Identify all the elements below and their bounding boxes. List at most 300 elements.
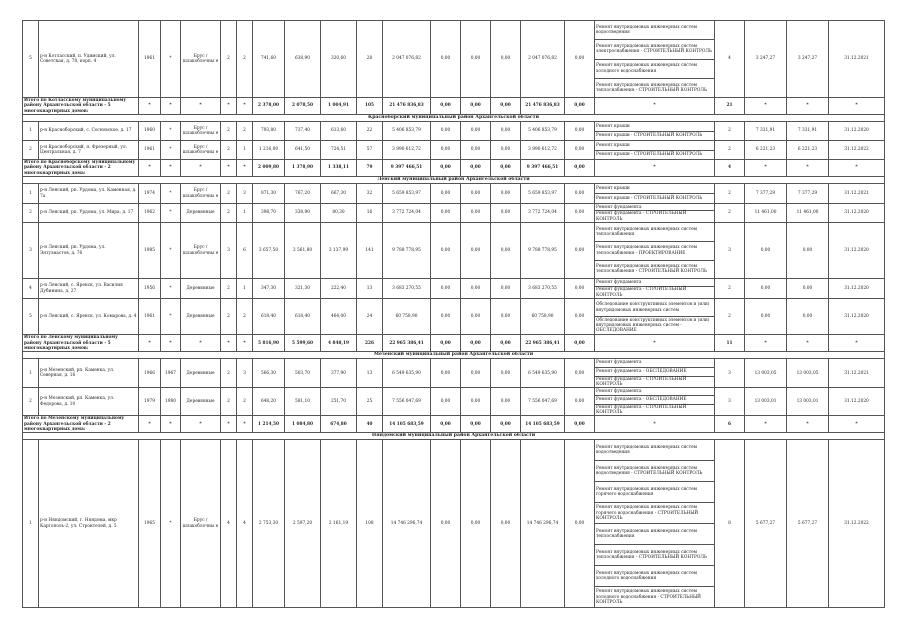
residents-cell: 13 — [357, 279, 383, 299]
entrances-cell: 2 — [237, 299, 253, 335]
total-area-cell: 2 009,80 — [253, 160, 285, 177]
total-cost-cell: 14 746 296,74 — [383, 440, 431, 608]
regional-budget-cell: 0,00 — [461, 122, 491, 141]
total-area-cell: 1 214,50 — [253, 416, 285, 433]
entrances-cell: 1 — [237, 279, 253, 299]
works-list — [595, 299, 714, 334]
owners-funds-cell: 6 549 635,90 — [521, 359, 565, 388]
row-number-cell: 5 — [23, 299, 39, 335]
max-unit-cost-cell: 0,00 — [787, 223, 829, 279]
regional-budget-cell: 0,00 — [461, 335, 491, 352]
municipal-budget-cell: 0,00 — [491, 279, 521, 299]
works-type-cell — [595, 122, 715, 141]
other-funds-cell: 0,00 — [565, 223, 595, 279]
work-item: Обследование конструктивных элементов и (или) внутридомовых инженерных систем - ОБСЛЕДОВАНИЕ — [596, 317, 710, 334]
entrances-cell: * — [237, 335, 253, 352]
entrances-cell: 6 — [237, 223, 253, 279]
year-reconstruction-cell: 1980 — [161, 388, 181, 416]
unit-cost-cell: 3 247,27 — [745, 21, 787, 98]
unit-cost-cell: * — [745, 416, 787, 433]
total-cost-cell: 14 105 683,59 — [383, 416, 431, 433]
year-built-cell: * — [139, 98, 161, 115]
year-reconstruction-cell: * — [161, 279, 181, 299]
work-item: Ремонт внутридомовых инженерных систем водоотведения - СТРОИТЕЛЬНЫЙ КОНТРОЛЬ — [595, 461, 714, 482]
work-item: Ремонт внутридомовых инженерных систем холодного водоснабжения — [595, 60, 714, 79]
year-built-cell: * — [139, 160, 161, 177]
owners-funds-cell: 60 758,90 — [521, 299, 565, 335]
municipal-budget-cell: 0,00 — [491, 122, 521, 141]
total-area-cell: 398,70 — [253, 204, 285, 223]
year-built-cell: 1961 — [139, 141, 161, 160]
living-area-cell: 638,90 — [285, 21, 321, 98]
unit-cost-cell: 0,00 — [745, 279, 787, 299]
completion-date-cell: 31.12.2020 — [829, 204, 885, 223]
work-item: Ремонт крыши — [595, 141, 714, 151]
table-row — [23, 279, 885, 299]
floors-cell: 2 — [221, 122, 237, 141]
entrances-cell: 1 — [237, 204, 253, 223]
district-total-label: Итого по Мезенскому муниципальному району Архангельской области - 2 многоквартирных дома: — [23, 416, 139, 433]
floors-cell: 2 — [221, 359, 237, 388]
municipal-budget-cell: 0,00 — [491, 335, 521, 352]
works-type-cell: * — [595, 98, 715, 115]
works-type-cell — [595, 184, 715, 204]
living-area-cell: 503,70 — [285, 359, 321, 388]
table-row — [23, 388, 885, 416]
municipal-budget-cell: 0,00 — [491, 141, 521, 160]
work-item: Ремонт крыши — [595, 122, 714, 132]
work-item: Ремонт крыши — [595, 184, 714, 194]
total-cost-cell: 7 556 047,69 — [383, 388, 431, 416]
owners-funds-cell: 3 772 724,04 — [521, 204, 565, 223]
wall-material-cell: Деревянные — [181, 299, 221, 335]
district-section-title: Красноборский муниципальный район Архангельской области — [23, 115, 885, 122]
district-total-row — [23, 416, 885, 433]
residents-cell: 105 — [357, 98, 383, 115]
district-section-row — [23, 352, 885, 359]
max-unit-cost-cell: * — [787, 416, 829, 433]
district-total-row — [23, 160, 885, 177]
regional-budget-cell: 0,00 — [461, 359, 491, 388]
year-reconstruction-cell: * — [161, 440, 181, 608]
wall-material-cell: Брус / шлакоблочны е — [181, 440, 221, 608]
completion-date-cell: 31.12.2022 — [829, 141, 885, 160]
year-built-cell: 1962 — [139, 204, 161, 223]
residents-cell: 28 — [357, 21, 383, 98]
unit-cost-cell: 7 331,91 — [745, 122, 787, 141]
works-count-cell: 2 — [715, 204, 745, 223]
total-cost-cell: 5 659 853,97 — [383, 184, 431, 204]
residential-area-cell: 3 137,99 — [321, 223, 357, 279]
completion-date-cell: * — [829, 416, 885, 433]
completion-date-cell: 31.12.2020 — [829, 223, 885, 279]
federal-fund-cell: 0,00 — [431, 359, 461, 388]
completion-date-cell: * — [829, 98, 885, 115]
max-unit-cost-cell: 6 221,23 — [787, 141, 829, 160]
district-total-label: Итого по Ленскому муниципальному району Архангельской области - 5 многоквартирных домов: — [23, 335, 139, 352]
work-item: Ремонт внутридомовых инженерных систем горячего водоснабжения - СТРОИТЕЛЬНЫЙ КОНТРОЛЬ — [595, 503, 714, 524]
residential-area-cell: 320,60 — [321, 21, 357, 98]
residents-cell: 24 — [357, 299, 383, 335]
floors-cell: 2 — [221, 279, 237, 299]
other-funds-cell: 0,00 — [565, 204, 595, 223]
floors-cell: 2 — [221, 204, 237, 223]
works-count-cell: 2 — [715, 122, 745, 141]
federal-fund-cell: 0,00 — [431, 141, 461, 160]
entrances-cell: 1 — [237, 141, 253, 160]
owners-funds-cell: 14 105 683,59 — [521, 416, 565, 433]
floors-cell: * — [221, 335, 237, 352]
total-area-cell: 2 378,00 — [253, 98, 285, 115]
work-item: Ремонт внутридомовых инженерных систем водоотведения — [595, 21, 714, 40]
residents-cell: 40 — [357, 416, 383, 433]
max-unit-cost-cell: 13 003,05 — [787, 359, 829, 388]
total-area-cell: 1 216,00 — [253, 141, 285, 160]
work-item: Ремонт внутридомовых инженерных систем теплоснабжения - СТРОИТЕЛЬНЫЙ КОНТРОЛЬ — [596, 82, 707, 93]
year-built-cell: 1979 — [139, 388, 161, 416]
entrances-cell: 2 — [237, 21, 253, 98]
max-unit-cost-cell: 7 377,29 — [787, 184, 829, 204]
table-row — [23, 21, 885, 98]
municipal-budget-cell: 0,00 — [491, 440, 521, 608]
work-item: Ремонт фундамента — [595, 359, 714, 368]
row-number-cell: 1 — [23, 359, 39, 388]
wall-material-cell: Брус / шлакоблочны е — [181, 184, 221, 204]
unit-cost-cell: 13 003,01 — [745, 388, 787, 416]
total-cost-cell: 60 758,90 — [383, 299, 431, 335]
other-funds-cell: 0,00 — [565, 98, 595, 115]
works-list — [595, 184, 714, 203]
works-type-cell — [595, 204, 715, 223]
max-unit-cost-cell: 5 677,27 — [787, 440, 829, 608]
address-cell: р-н Мезенский, рп. Каменка, ул. Федорова, д. 10 — [39, 388, 139, 416]
district-total-label: Итого по Красноборскому муниципальному району Архангельской области - 2 многоквартирных дома: — [23, 160, 139, 177]
work-item: Ремонт крыши - СТРОИТЕЛЬНЫЙ КОНТРОЛЬ — [596, 133, 703, 139]
max-unit-cost-cell: 13 003,01 — [787, 388, 829, 416]
work-item: Ремонт фундамента - СТРОИТЕЛЬНЫЙ КОНТРОЛЬ — [596, 404, 687, 415]
floors-cell: 3 — [221, 223, 237, 279]
municipal-budget-cell: 0,00 — [491, 223, 521, 279]
regional-budget-cell: 0,00 — [461, 204, 491, 223]
work-item: Ремонт фундамента - ОБСЛЕДОВАНИЕ — [595, 368, 714, 377]
federal-fund-cell: 0,00 — [431, 440, 461, 608]
works-type-cell — [595, 141, 715, 160]
wall-material-cell: * — [181, 160, 221, 177]
completion-date-cell: * — [829, 335, 885, 352]
other-funds-cell: 0,00 — [565, 21, 595, 98]
residents-cell: 57 — [357, 141, 383, 160]
year-reconstruction-cell: * — [161, 98, 181, 115]
year-built-cell: * — [139, 335, 161, 352]
living-area-cell: 581,10 — [285, 388, 321, 416]
unit-cost-cell: 7 377,29 — [745, 184, 787, 204]
completion-date-cell: 31.12.2020 — [829, 122, 885, 141]
federal-fund-cell: 0,00 — [431, 335, 461, 352]
work-item: Ремонт фундамента — [595, 204, 714, 211]
unit-cost-cell: 5 677,27 — [745, 440, 787, 608]
owners-funds-cell: 9 397 466,51 — [521, 160, 565, 177]
work-item: Ремонт фундамента — [595, 388, 714, 396]
wall-material-cell: Деревянные — [181, 279, 221, 299]
year-built-cell: 1966 — [139, 359, 161, 388]
year-built-cell: 1985 — [139, 223, 161, 279]
residential-area-cell: 4 848,19 — [321, 335, 357, 352]
residential-area-cell: 724,51 — [321, 141, 357, 160]
municipal-budget-cell: 0,00 — [491, 416, 521, 433]
works-type-cell — [595, 223, 715, 279]
wall-material-cell: * — [181, 335, 221, 352]
table-row — [23, 299, 885, 335]
other-funds-cell: 0,00 — [565, 299, 595, 335]
unit-cost-cell: 6 221,23 — [745, 141, 787, 160]
residents-cell: 25 — [357, 388, 383, 416]
living-area-cell: 1 084,80 — [285, 416, 321, 433]
address-cell: р-н Ленский, рп. Урдома, ул. Энтузиастов, д. 76 — [39, 223, 139, 279]
year-reconstruction-cell: 1967 — [161, 359, 181, 388]
year-reconstruction-cell: * — [161, 141, 181, 160]
wall-material-cell: Брус / шлакоблочны е — [181, 141, 221, 160]
address-cell: р-н Мезенский, рп. Каменка, ул. Северная, д. 16 — [39, 359, 139, 388]
district-section-title: Няндомский муниципальный район Архангельской области — [23, 433, 885, 440]
row-number-cell: 4 — [23, 279, 39, 299]
work-item: Ремонт внутридомовых инженерных систем электроснабжения - СТРОИТЕЛЬНЫЙ КОНТРОЛЬ — [595, 40, 714, 59]
work-item: Ремонт внутридомовых инженерных систем теплоснабжения - СТРОИТЕЛЬНЫЙ КОНТРОЛЬ — [595, 545, 714, 566]
work-item: Ремонт внутридомовых инженерных систем холодного водоснабжения — [595, 566, 714, 587]
table-row — [23, 122, 885, 141]
living-area-cell: 1 378,90 — [285, 160, 321, 177]
total-area-cell: 2 753,30 — [253, 440, 285, 608]
municipal-budget-cell: 0,00 — [491, 21, 521, 98]
municipal-budget-cell: 0,00 — [491, 359, 521, 388]
total-area-cell: 741,60 — [253, 21, 285, 98]
works-type-cell: * — [595, 416, 715, 433]
work-item: Ремонт фундамента - СТРОИТЕЛЬНЫЙ КОНТРОЛЬ — [596, 376, 687, 387]
works-list — [595, 359, 714, 387]
address-cell: р-н Няндомский, г. Няндома, мкр Каргополь-2, ул. Строителей, д. 5 — [39, 440, 139, 608]
works-type-cell — [595, 279, 715, 299]
regional-budget-cell: 0,00 — [461, 141, 491, 160]
district-total-row — [23, 98, 885, 115]
max-unit-cost-cell: * — [787, 98, 829, 115]
works-type-cell — [595, 440, 715, 608]
year-reconstruction-cell: * — [161, 416, 181, 433]
wall-material-cell: Брус / шлакоблочны е — [181, 21, 221, 98]
entrances-cell: 3 — [237, 359, 253, 388]
work-item: Ремонт внутридомовых инженерных систем теплоснабжения - ПРОЕКТИРОВАНИЕ — [595, 242, 714, 261]
regional-budget-cell: 0,00 — [461, 184, 491, 204]
year-built-cell: 1974 — [139, 184, 161, 204]
other-funds-cell: 0,00 — [565, 359, 595, 388]
capital-repair-table — [22, 20, 885, 608]
works-list — [595, 279, 714, 298]
entrances-cell: 2 — [237, 122, 253, 141]
work-item: Ремонт внутридомовых инженерных систем теплоснабжения — [595, 524, 714, 545]
federal-fund-cell: 0,00 — [431, 122, 461, 141]
unit-cost-cell: 0,00 — [745, 223, 787, 279]
work-item: Ремонт внутридомовых инженерных систем холодного водоснабжения - СТРОИТЕЛЬНЫЙ КОНТРОЛЬ — [596, 589, 701, 605]
living-area-cell: 2 078,50 — [285, 98, 321, 115]
work-item: Ремонт крыши - СТРОИТЕЛЬНЫЙ КОНТРОЛЬ — [596, 152, 703, 158]
work-item: Ремонт крыши - СТРОИТЕЛЬНЫЙ КОНТРОЛЬ — [596, 195, 703, 201]
year-built-cell: 1960 — [139, 122, 161, 141]
work-item: Ремонт внутридомовых инженерных систем водоотведения — [595, 440, 714, 461]
total-area-cell: 793,80 — [253, 122, 285, 141]
other-funds-cell: 0,00 — [565, 335, 595, 352]
wall-material-cell: Деревянные — [181, 388, 221, 416]
year-reconstruction-cell: * — [161, 299, 181, 335]
wall-material-cell: Брус / шлакоблочны е — [181, 122, 221, 141]
owners-funds-cell: 5 406 853,79 — [521, 122, 565, 141]
unit-cost-cell: 11 461,00 — [745, 204, 787, 223]
works-type-cell — [595, 359, 715, 388]
works-count-cell: 3 — [715, 388, 745, 416]
wall-material-cell: * — [181, 416, 221, 433]
works-list — [595, 122, 714, 140]
total-area-cell: 871,30 — [253, 184, 285, 204]
address-cell: р-н Красноборский, п. Фрезерный, ул. Центральная, д. 7 — [39, 141, 139, 160]
address-cell: р-н Ленский, с. Яренск, ул. Комарова, д. 4 — [39, 299, 139, 335]
total-area-cell: 648,20 — [253, 388, 285, 416]
wall-material-cell: * — [181, 98, 221, 115]
regional-budget-cell: 0,00 — [461, 279, 491, 299]
entrances-cell: * — [237, 416, 253, 433]
floors-cell: 4 — [221, 440, 237, 608]
total-cost-cell: 2 047 076,82 — [383, 21, 431, 98]
works-list — [595, 440, 714, 607]
regional-budget-cell: 0,00 — [461, 440, 491, 608]
residents-cell: 79 — [357, 160, 383, 177]
total-area-cell: 618,40 — [253, 299, 285, 335]
works-type-cell — [595, 388, 715, 416]
completion-date-cell: 31.12.2022 — [829, 440, 885, 608]
max-unit-cost-cell: 0,00 — [787, 299, 829, 335]
work-item: Ремонт фундамента — [595, 279, 714, 287]
work-item: Ремонт внутридомовых инженерных систем теплоснабжения - СТРОИТЕЛЬНЫЙ КОНТРОЛЬ — [596, 263, 707, 275]
residential-area-cell: 1 338,11 — [321, 160, 357, 177]
residential-area-cell: 1 004,91 — [321, 98, 357, 115]
federal-fund-cell: 0,00 — [431, 21, 461, 98]
row-number-cell: 2 — [23, 141, 39, 160]
works-count-cell: 21 — [715, 98, 745, 115]
entrances-cell: 4 — [237, 440, 253, 608]
district-section-title: Ленский муниципальный район Архангельской области — [23, 177, 885, 184]
municipal-budget-cell: 0,00 — [491, 184, 521, 204]
completion-date-cell: 31.12.2021 — [829, 184, 885, 204]
works-count-cell: 6 — [715, 416, 745, 433]
row-number-cell: 2 — [23, 204, 39, 223]
works-list — [595, 223, 714, 278]
floors-cell: * — [221, 416, 237, 433]
wall-material-cell: Деревянные — [181, 359, 221, 388]
works-list — [595, 388, 714, 415]
residential-area-cell: 377,90 — [321, 359, 357, 388]
regional-budget-cell: 0,00 — [461, 416, 491, 433]
residents-cell: 13 — [357, 359, 383, 388]
living-area-cell: 737,40 — [285, 122, 321, 141]
federal-fund-cell: 0,00 — [431, 98, 461, 115]
other-funds-cell: 0,00 — [565, 279, 595, 299]
owners-funds-cell: 3 990 612,72 — [521, 141, 565, 160]
federal-fund-cell: 0,00 — [431, 299, 461, 335]
row-number-cell: 2 — [23, 388, 39, 416]
municipal-budget-cell: 0,00 — [491, 299, 521, 335]
address-cell: р-н Ленский, рп. Урдома, ул. Мира, д. 17 — [39, 204, 139, 223]
district-section-row — [23, 177, 885, 184]
owners-funds-cell: 9 788 778,95 — [521, 223, 565, 279]
table-row — [23, 223, 885, 279]
address-cell: р-н Ленский, рп. Урдома, ул. Каменная, д. 7а — [39, 184, 139, 204]
total-cost-cell: 9 788 778,95 — [383, 223, 431, 279]
district-section-title: Мезенский муниципальный район Архангельской области — [23, 352, 885, 359]
max-unit-cost-cell: 7 331,91 — [787, 122, 829, 141]
other-funds-cell: 0,00 — [565, 440, 595, 608]
max-unit-cost-cell: 3 247,27 — [787, 21, 829, 98]
year-reconstruction-cell: * — [161, 223, 181, 279]
municipal-budget-cell: 0,00 — [491, 388, 521, 416]
total-area-cell: 3 657,50 — [253, 223, 285, 279]
district-total-row — [23, 335, 885, 352]
completion-date-cell: 31.12.2021 — [829, 21, 885, 98]
municipal-budget-cell: 0,00 — [491, 160, 521, 177]
federal-fund-cell: 0,00 — [431, 279, 461, 299]
works-count-cell: 4 — [715, 160, 745, 177]
works-count-cell: 3 — [715, 359, 745, 388]
regional-budget-cell: 0,00 — [461, 388, 491, 416]
other-funds-cell: 0,00 — [565, 141, 595, 160]
floors-cell: 2 — [221, 299, 237, 335]
row-number-cell: 1 — [23, 440, 39, 608]
works-count-cell: 11 — [715, 335, 745, 352]
federal-fund-cell: 0,00 — [431, 416, 461, 433]
living-area-cell: 321,30 — [285, 279, 321, 299]
floors-cell: 2 — [221, 21, 237, 98]
total-cost-cell: 3 990 612,72 — [383, 141, 431, 160]
regional-budget-cell: 0,00 — [461, 223, 491, 279]
regional-budget-cell: 0,00 — [461, 160, 491, 177]
unit-cost-cell: 13 003,05 — [745, 359, 787, 388]
works-type-cell: * — [595, 160, 715, 177]
work-item: Ремонт фундамента - СТРОИТЕЛЬНЫЙ КОНТРОЛЬ — [596, 211, 687, 222]
living-area-cell: 338,90 — [285, 204, 321, 223]
residents-cell: 108 — [357, 440, 383, 608]
unit-cost-cell: * — [745, 98, 787, 115]
table-row — [23, 359, 885, 388]
other-funds-cell: 0,00 — [565, 122, 595, 141]
table-row — [23, 141, 885, 160]
federal-fund-cell: 0,00 — [431, 160, 461, 177]
residential-area-cell: 251,70 — [321, 388, 357, 416]
total-cost-cell: 22 965 386,41 — [383, 335, 431, 352]
completion-date-cell: 31.12.2020 — [829, 388, 885, 416]
year-reconstruction-cell: * — [161, 160, 181, 177]
floors-cell: 2 — [221, 388, 237, 416]
max-unit-cost-cell: 0,00 — [787, 279, 829, 299]
total-cost-cell: 6 549 635,90 — [383, 359, 431, 388]
residential-area-cell: 674,80 — [321, 416, 357, 433]
works-count-cell: 2 — [715, 141, 745, 160]
wall-material-cell: Брус / шлакоблочны е — [181, 223, 221, 279]
work-item: Ремонт внутридомовых инженерных систем теплоснабжения — [595, 223, 714, 242]
works-count-cell: 2 — [715, 279, 745, 299]
owners-funds-cell: 14 746 296,74 — [521, 440, 565, 608]
entrances-cell: * — [237, 160, 253, 177]
table-row — [23, 184, 885, 204]
federal-fund-cell: 0,00 — [431, 184, 461, 204]
residential-area-cell: 2 161,19 — [321, 440, 357, 608]
total-cost-cell: 3 683 270,55 — [383, 279, 431, 299]
year-built-cell: * — [139, 416, 161, 433]
owners-funds-cell: 7 556 047,69 — [521, 388, 565, 416]
